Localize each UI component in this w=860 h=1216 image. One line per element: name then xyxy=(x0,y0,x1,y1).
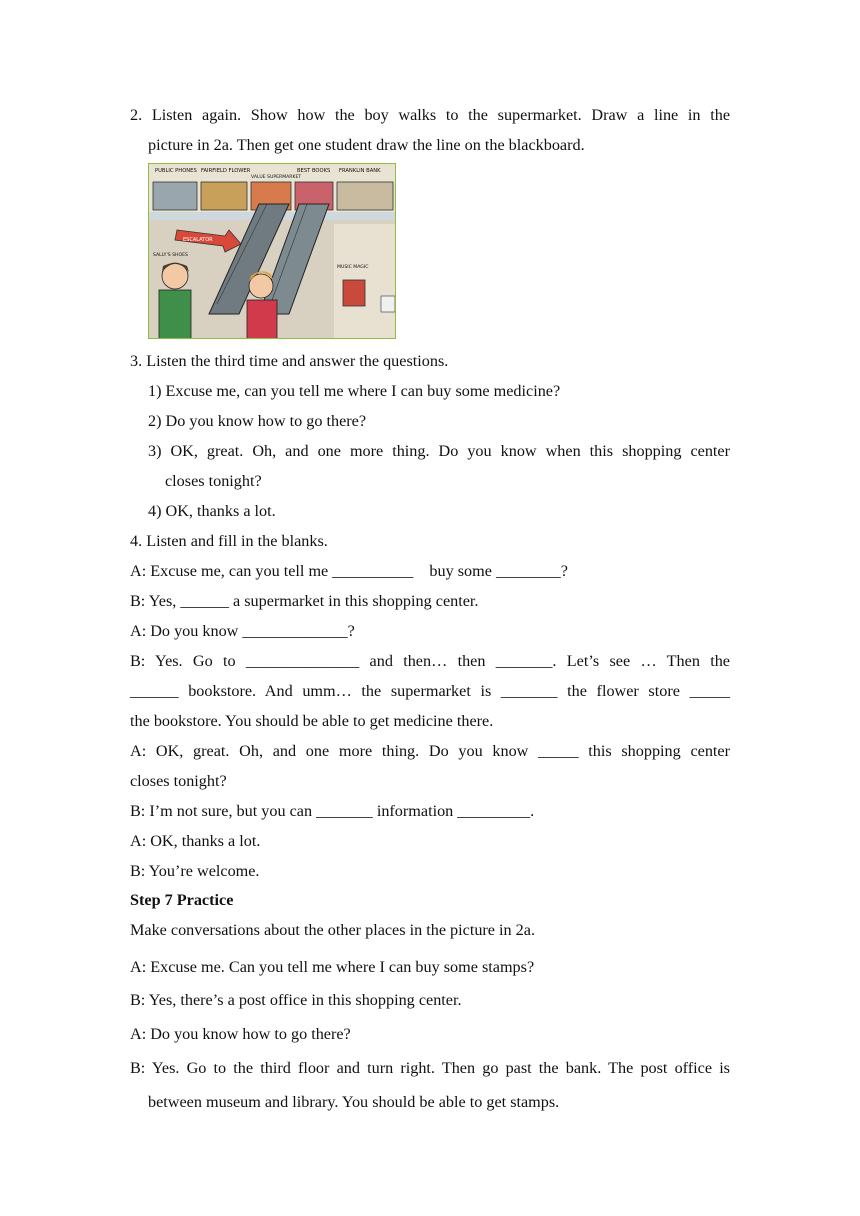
step7-dialogue-5: between museum and library. You should be able to get stamps. xyxy=(148,1093,560,1111)
step7-intro: Make conversations about the other places in the picture in 2a. xyxy=(130,921,536,939)
item3-q2: 2) Do you know how to go there? xyxy=(148,412,367,430)
shopping-center-illustration xyxy=(149,164,396,339)
item4-line1: A: Excuse me, can you tell me __________ buy some ________? xyxy=(130,562,568,580)
sign-sallys-shoes: SALLY'S SHOES xyxy=(153,253,188,258)
item3-q1: 1) Excuse me, can you tell me where I can buy some medicine? xyxy=(148,382,561,400)
item3-q3a: 3) OK, great. Oh, and one more thing. Do you know when this shopping center xyxy=(148,442,730,460)
item3-heading: 3. Listen the third time and answer the questions. xyxy=(130,352,449,370)
sign-music-magic: MUSIC MAGIC xyxy=(337,265,369,270)
shopping-center-picture xyxy=(148,163,396,339)
item4-line2: B: Yes, ______ a supermarket in this shopping center. xyxy=(130,592,479,610)
step7-dialogue-2: B: Yes, there’s a post office in this shopping center. xyxy=(130,991,462,1009)
item4-line9: B: I’m not sure, but you can _______ information _________. xyxy=(130,802,535,820)
item4-line6: the bookstore. You should be able to get medicine there. xyxy=(130,712,494,730)
item3-q3b: closes tonight? xyxy=(165,472,262,490)
item4-line5: ______ bookstore. And umm… the supermarket is _______ the flower store _____ xyxy=(130,682,730,700)
step7-dialogue-4: B: Yes. Go to the third floor and turn right. Then go past the bank. The post office is xyxy=(130,1059,730,1077)
item2-line2: picture in 2a. Then get one student draw the line on the blackboard. xyxy=(148,136,585,154)
item3-q4: 4) OK, thanks a lot. xyxy=(148,502,276,520)
item4-heading: 4. Listen and fill in the blanks. xyxy=(130,532,328,550)
item4-line7: A: OK, great. Oh, and one more thing. Do you know _____ this shopping center xyxy=(130,742,730,760)
step7-dialogue-1: A: Excuse me. Can you tell me where I can buy some stamps? xyxy=(130,958,535,976)
sign-escalator: ESCALATOR xyxy=(183,237,213,243)
sign-value-supermarket: VALUE SUPERMARKET xyxy=(251,175,302,180)
item4-line4: B: Yes. Go to ______________ and then… then _______. Let’s see … Then the xyxy=(130,652,730,670)
item4-line8: closes tonight? xyxy=(130,772,227,790)
sign-fairfield-flower: FAIRFIELD FLOWER xyxy=(201,168,251,174)
sign-franklin-bank: FRANKLIN BANK xyxy=(339,168,381,174)
item4-line10: A: OK, thanks a lot. xyxy=(130,832,261,850)
sign-public-phones: PUBLIC PHONES xyxy=(155,168,197,174)
step7-dialogue-3: A: Do you know how to go there? xyxy=(130,1025,351,1043)
item4-line11: B: You’re welcome. xyxy=(130,862,260,880)
item4-line3: A: Do you know _____________? xyxy=(130,622,355,640)
item2-line1: 2. Listen again. Show how the boy walks to the supermarket. Draw a line in the xyxy=(130,106,730,124)
sign-best-books: BEST BOOKS xyxy=(297,168,331,174)
step7-heading: Step 7 Practice xyxy=(130,891,234,909)
